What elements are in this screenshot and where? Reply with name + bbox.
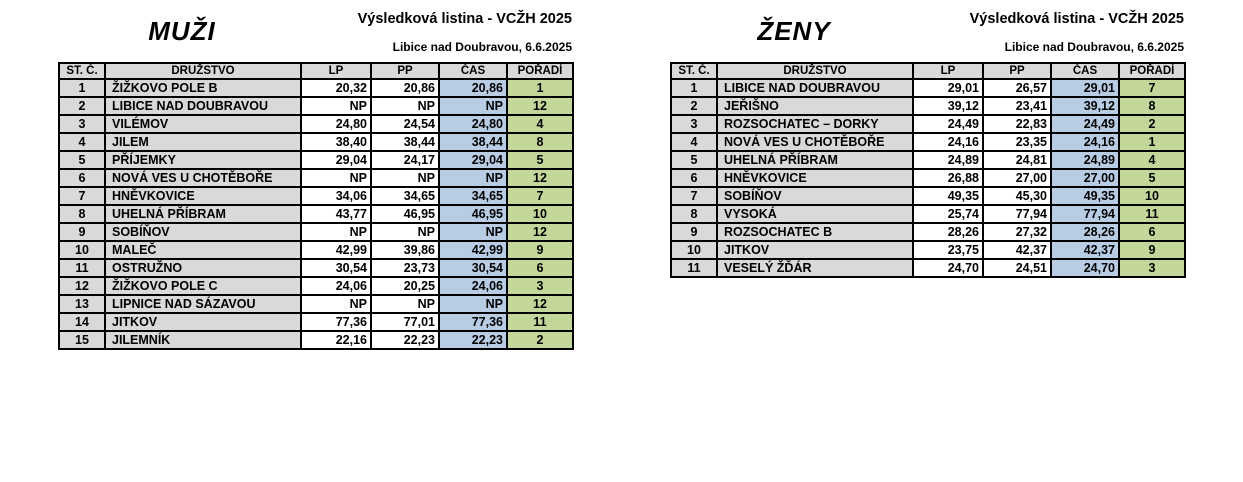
team-name-cell: HNĚVKOVICE bbox=[105, 187, 301, 205]
lp-time-cell: 25,74 bbox=[913, 205, 983, 223]
team-name-cell: LIBICE NAD DOUBRAVOU bbox=[105, 97, 301, 115]
lp-time-cell: 24,89 bbox=[913, 151, 983, 169]
pp-time-cell: 20,25 bbox=[371, 277, 439, 295]
start-number-cell: 6 bbox=[59, 169, 105, 187]
lp-time-cell: 24,06 bbox=[301, 277, 371, 295]
start-number-cell: 1 bbox=[671, 79, 717, 97]
pp-time-cell: NP bbox=[371, 97, 439, 115]
rank-cell: 1 bbox=[507, 79, 573, 97]
category-title-men: MUŽI bbox=[148, 16, 216, 46]
lp-time-cell: 24,80 bbox=[301, 115, 371, 133]
lp-time-cell: 22,16 bbox=[301, 331, 371, 349]
table-row bbox=[671, 187, 1185, 205]
pp-time-cell: 23,73 bbox=[371, 259, 439, 277]
final-time-cell: 77,94 bbox=[1051, 205, 1119, 223]
final-time-cell: NP bbox=[439, 295, 507, 313]
team-name-cell: VESELÝ ŽĎÁR bbox=[717, 259, 913, 277]
table-row bbox=[59, 223, 573, 241]
team-name-cell: JITKOV bbox=[717, 241, 913, 259]
results-table-women bbox=[670, 62, 1186, 278]
start-number-cell: 6 bbox=[671, 169, 717, 187]
lp-time-cell: 20,32 bbox=[301, 79, 371, 97]
team-name-cell: JEŘIŠNO bbox=[717, 97, 913, 115]
final-time-cell: 24,70 bbox=[1051, 259, 1119, 277]
lp-time-cell: 30,54 bbox=[301, 259, 371, 277]
pp-time-cell: 27,32 bbox=[983, 223, 1051, 241]
table-row bbox=[59, 115, 573, 133]
women-results-panel bbox=[670, 0, 1186, 380]
pp-time-cell: 24,51 bbox=[983, 259, 1051, 277]
rank-cell: 9 bbox=[507, 241, 573, 259]
rank-cell: 4 bbox=[1119, 151, 1185, 169]
final-time-cell: 28,26 bbox=[1051, 223, 1119, 241]
pp-time-cell: 24,81 bbox=[983, 151, 1051, 169]
start-number-cell: 13 bbox=[59, 295, 105, 313]
start-number-cell: 10 bbox=[59, 241, 105, 259]
team-name-cell: ŽIŽKOVO POLE C bbox=[105, 277, 301, 295]
final-time-cell: 24,80 bbox=[439, 115, 507, 133]
pp-time-cell: 27,00 bbox=[983, 169, 1051, 187]
lp-time-cell: NP bbox=[301, 223, 371, 241]
event-title: Výsledková listina - VCŽH 2025 bbox=[969, 11, 1184, 27]
start-number-cell: 5 bbox=[59, 151, 105, 169]
team-name-cell: LIBICE NAD DOUBRAVOU bbox=[717, 79, 913, 97]
table-row bbox=[671, 115, 1185, 133]
pp-time-cell: 20,86 bbox=[371, 79, 439, 97]
rank-cell: 3 bbox=[507, 277, 573, 295]
lp-time-cell: 24,70 bbox=[913, 259, 983, 277]
final-time-cell: NP bbox=[439, 169, 507, 187]
rank-cell: 7 bbox=[1119, 79, 1185, 97]
column-header: DRUŽSTVO bbox=[105, 63, 301, 79]
team-name-cell: LIPNICE NAD SÁZAVOU bbox=[105, 295, 301, 313]
table-row bbox=[59, 313, 573, 331]
category-title-women: ŽENY bbox=[757, 16, 831, 46]
start-number-cell: 4 bbox=[59, 133, 105, 151]
rank-cell: 5 bbox=[507, 151, 573, 169]
final-time-cell: 27,00 bbox=[1051, 169, 1119, 187]
team-name-cell: VYSOKÁ bbox=[717, 205, 913, 223]
column-header: PP bbox=[983, 63, 1051, 79]
final-time-cell: 30,54 bbox=[439, 259, 507, 277]
team-name-cell: OSTRUŽNO bbox=[105, 259, 301, 277]
table-row bbox=[671, 151, 1185, 169]
final-time-cell: 29,04 bbox=[439, 151, 507, 169]
lp-time-cell: 43,77 bbox=[301, 205, 371, 223]
pp-time-cell: 46,95 bbox=[371, 205, 439, 223]
rank-cell: 7 bbox=[507, 187, 573, 205]
table-row bbox=[671, 97, 1185, 115]
start-number-cell: 11 bbox=[59, 259, 105, 277]
pp-time-cell: 26,57 bbox=[983, 79, 1051, 97]
column-header: POŘADÍ bbox=[507, 63, 573, 79]
start-number-cell: 14 bbox=[59, 313, 105, 331]
start-number-cell: 3 bbox=[671, 115, 717, 133]
men-results-panel bbox=[58, 0, 574, 380]
team-name-cell: ŽIŽKOVO POLE B bbox=[105, 79, 301, 97]
final-time-cell: 77,36 bbox=[439, 313, 507, 331]
rank-cell: 1 bbox=[1119, 133, 1185, 151]
rank-cell: 2 bbox=[1119, 115, 1185, 133]
final-time-cell: 24,06 bbox=[439, 277, 507, 295]
final-time-cell: NP bbox=[439, 223, 507, 241]
rank-cell: 11 bbox=[1119, 205, 1185, 223]
event-title: Výsledková listina - VCŽH 2025 bbox=[357, 11, 572, 27]
start-number-cell: 10 bbox=[671, 241, 717, 259]
pp-time-cell: 77,94 bbox=[983, 205, 1051, 223]
lp-time-cell: 77,36 bbox=[301, 313, 371, 331]
pp-time-cell: 34,65 bbox=[371, 187, 439, 205]
column-header: ČAS bbox=[1051, 63, 1119, 79]
team-name-cell: UHELNÁ PŘÍBRAM bbox=[717, 151, 913, 169]
rank-cell: 12 bbox=[507, 295, 573, 313]
column-header: PP bbox=[371, 63, 439, 79]
start-number-cell: 9 bbox=[671, 223, 717, 241]
table-row bbox=[59, 295, 573, 313]
pp-time-cell: 45,30 bbox=[983, 187, 1051, 205]
event-location-date: Libice nad Doubravou, 6.6.2025 bbox=[392, 40, 572, 54]
table-row bbox=[671, 259, 1185, 277]
rank-cell: 6 bbox=[1119, 223, 1185, 241]
table-row bbox=[59, 259, 573, 277]
lp-time-cell: 24,49 bbox=[913, 115, 983, 133]
pp-time-cell: 38,44 bbox=[371, 133, 439, 151]
table-row bbox=[671, 223, 1185, 241]
team-name-cell: ROZSOCHATEC – DORKY bbox=[717, 115, 913, 133]
rank-cell: 12 bbox=[507, 169, 573, 187]
rank-cell: 4 bbox=[507, 115, 573, 133]
final-time-cell: 24,16 bbox=[1051, 133, 1119, 151]
table-row bbox=[59, 205, 573, 223]
lp-time-cell: 42,99 bbox=[301, 241, 371, 259]
final-time-cell: 39,12 bbox=[1051, 97, 1119, 115]
lp-time-cell: 38,40 bbox=[301, 133, 371, 151]
start-number-cell: 2 bbox=[671, 97, 717, 115]
team-name-cell: NOVÁ VES U CHOTĚBOŘE bbox=[717, 133, 913, 151]
lp-time-cell: 24,16 bbox=[913, 133, 983, 151]
rank-cell: 10 bbox=[507, 205, 573, 223]
start-number-cell: 1 bbox=[59, 79, 105, 97]
team-name-cell: ROZSOCHATEC B bbox=[717, 223, 913, 241]
pp-time-cell: 23,35 bbox=[983, 133, 1051, 151]
team-name-cell: VILÉMOV bbox=[105, 115, 301, 133]
team-name-cell: NOVÁ VES U CHOTĚBOŘE bbox=[105, 169, 301, 187]
final-time-cell: 20,86 bbox=[439, 79, 507, 97]
final-time-cell: 22,23 bbox=[439, 331, 507, 349]
table-row bbox=[59, 277, 573, 295]
start-number-cell: 8 bbox=[671, 205, 717, 223]
start-number-cell: 4 bbox=[671, 133, 717, 151]
table-row bbox=[671, 241, 1185, 259]
column-header: ČAS bbox=[439, 63, 507, 79]
lp-time-cell: 34,06 bbox=[301, 187, 371, 205]
pp-time-cell: 42,37 bbox=[983, 241, 1051, 259]
lp-time-cell: 23,75 bbox=[913, 241, 983, 259]
table-row bbox=[671, 169, 1185, 187]
team-name-cell: SOBÍŇOV bbox=[105, 223, 301, 241]
start-number-cell: 12 bbox=[59, 277, 105, 295]
team-name-cell: SOBÍŇOV bbox=[717, 187, 913, 205]
rank-cell: 12 bbox=[507, 223, 573, 241]
column-header: LP bbox=[913, 63, 983, 79]
team-name-cell: PŘÍJEMKY bbox=[105, 151, 301, 169]
rank-cell: 8 bbox=[507, 133, 573, 151]
table-row bbox=[59, 331, 573, 349]
table-row bbox=[59, 169, 573, 187]
lp-time-cell: 26,88 bbox=[913, 169, 983, 187]
rank-cell: 11 bbox=[507, 313, 573, 331]
lp-time-cell: NP bbox=[301, 97, 371, 115]
table-row bbox=[59, 133, 573, 151]
table-row bbox=[671, 205, 1185, 223]
lp-time-cell: 29,01 bbox=[913, 79, 983, 97]
lp-time-cell: NP bbox=[301, 169, 371, 187]
start-number-cell: 9 bbox=[59, 223, 105, 241]
column-header: ST. Č. bbox=[671, 63, 717, 79]
final-time-cell: 29,01 bbox=[1051, 79, 1119, 97]
pp-time-cell: 24,54 bbox=[371, 115, 439, 133]
table-row bbox=[59, 79, 573, 97]
start-number-cell: 11 bbox=[671, 259, 717, 277]
table-row bbox=[59, 187, 573, 205]
rank-cell: 2 bbox=[507, 331, 573, 349]
start-number-cell: 8 bbox=[59, 205, 105, 223]
rank-cell: 3 bbox=[1119, 259, 1185, 277]
pp-time-cell: 23,41 bbox=[983, 97, 1051, 115]
table-row bbox=[59, 151, 573, 169]
results-table-men bbox=[58, 62, 574, 350]
team-name-cell: MALEČ bbox=[105, 241, 301, 259]
lp-time-cell: 49,35 bbox=[913, 187, 983, 205]
start-number-cell: 15 bbox=[59, 331, 105, 349]
final-time-cell: 49,35 bbox=[1051, 187, 1119, 205]
final-time-cell: 24,49 bbox=[1051, 115, 1119, 133]
lp-time-cell: NP bbox=[301, 295, 371, 313]
start-number-cell: 2 bbox=[59, 97, 105, 115]
table-row bbox=[671, 133, 1185, 151]
rank-cell: 9 bbox=[1119, 241, 1185, 259]
team-name-cell: JILEMNÍK bbox=[105, 331, 301, 349]
team-name-cell: JILEM bbox=[105, 133, 301, 151]
column-header: ST. Č. bbox=[59, 63, 105, 79]
rank-cell: 12 bbox=[507, 97, 573, 115]
rank-cell: 5 bbox=[1119, 169, 1185, 187]
pp-time-cell: NP bbox=[371, 295, 439, 313]
rank-cell: 8 bbox=[1119, 97, 1185, 115]
pp-time-cell: 77,01 bbox=[371, 313, 439, 331]
team-name-cell: UHELNÁ PŘÍBRAM bbox=[105, 205, 301, 223]
rank-cell: 6 bbox=[507, 259, 573, 277]
column-header: DRUŽSTVO bbox=[717, 63, 913, 79]
lp-time-cell: 28,26 bbox=[913, 223, 983, 241]
column-header: LP bbox=[301, 63, 371, 79]
pp-time-cell: 24,17 bbox=[371, 151, 439, 169]
pp-time-cell: NP bbox=[371, 223, 439, 241]
column-header: POŘADÍ bbox=[1119, 63, 1185, 79]
final-time-cell: 38,44 bbox=[439, 133, 507, 151]
start-number-cell: 5 bbox=[671, 151, 717, 169]
lp-time-cell: 39,12 bbox=[913, 97, 983, 115]
pp-time-cell: 39,86 bbox=[371, 241, 439, 259]
event-location-date: Libice nad Doubravou, 6.6.2025 bbox=[1004, 40, 1184, 54]
start-number-cell: 7 bbox=[671, 187, 717, 205]
final-time-cell: 42,37 bbox=[1051, 241, 1119, 259]
pp-time-cell: 22,83 bbox=[983, 115, 1051, 133]
table-row bbox=[671, 79, 1185, 97]
pp-time-cell: NP bbox=[371, 169, 439, 187]
start-number-cell: 7 bbox=[59, 187, 105, 205]
table-header-row bbox=[671, 63, 1185, 79]
pp-time-cell: 22,23 bbox=[371, 331, 439, 349]
team-name-cell: HNĚVKOVICE bbox=[717, 169, 913, 187]
table-header-row bbox=[59, 63, 573, 79]
final-time-cell: 34,65 bbox=[439, 187, 507, 205]
table-row bbox=[59, 241, 573, 259]
team-name-cell: JITKOV bbox=[105, 313, 301, 331]
final-time-cell: 46,95 bbox=[439, 205, 507, 223]
final-time-cell: NP bbox=[439, 97, 507, 115]
lp-time-cell: 29,04 bbox=[301, 151, 371, 169]
final-time-cell: 42,99 bbox=[439, 241, 507, 259]
final-time-cell: 24,89 bbox=[1051, 151, 1119, 169]
rank-cell: 10 bbox=[1119, 187, 1185, 205]
table-row bbox=[59, 97, 573, 115]
start-number-cell: 3 bbox=[59, 115, 105, 133]
